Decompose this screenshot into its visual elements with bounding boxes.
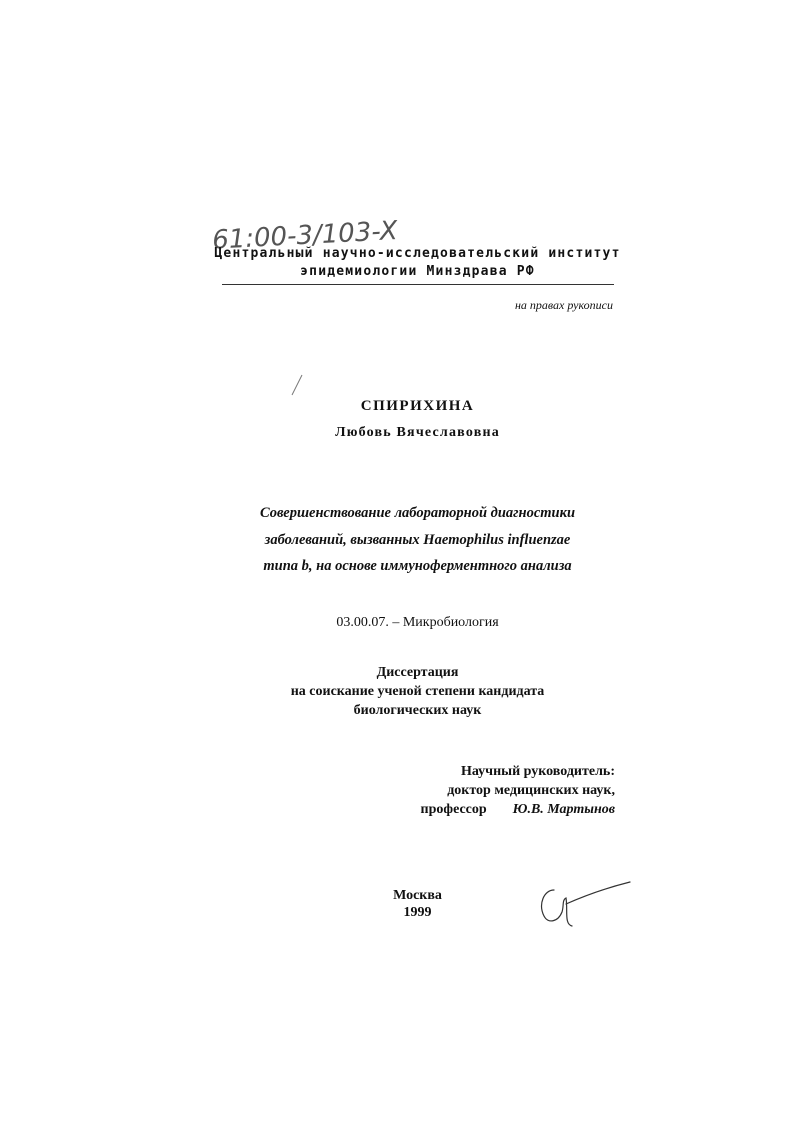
advisor-label: Научный руководитель:	[461, 764, 615, 779]
thesis-title-type-letter: b	[301, 558, 309, 574]
institute-name-line1: Центральный научно-исследовательский институт	[214, 246, 621, 261]
thesis-title-line3-end: , на основе иммуноферментного анализа	[308, 558, 572, 574]
stray-pen-mark	[290, 374, 304, 396]
header-divider	[222, 284, 614, 285]
thesis-title-line2-text: заболеваний, вызванных	[264, 532, 424, 548]
author-given-names: Любовь Вячеславовна	[335, 425, 500, 440]
thesis-title-line3	[0, 558, 795, 575]
dissertation-label: Диссертация	[376, 665, 459, 680]
handwritten-signature	[532, 880, 632, 930]
publication-year: 1999	[403, 905, 432, 920]
specialty-code: 03.00.07. – Микробиология	[336, 615, 499, 630]
advisor-degree: доктор медицинских наук,	[447, 783, 615, 798]
advisor-title-row	[421, 800, 615, 819]
advisor-title: профессор	[420, 802, 487, 817]
advisor-name: Ю.В. Мартынов	[512, 802, 615, 817]
scientific-advisor-block	[421, 762, 615, 819]
thesis-title-line2	[0, 532, 795, 549]
degree-purpose-line: на соискание ученой степени кандидата	[290, 684, 545, 699]
svg-text:61:00-3/103-X: 61:00-3/103-X	[211, 216, 399, 254]
author-surname: СПИРИХИНА	[360, 398, 475, 414]
publication-city: Москва	[393, 888, 442, 903]
degree-field-line: биологических наук	[353, 703, 482, 718]
institute-name-line2: эпидемиологии Минздрава РФ	[300, 264, 535, 279]
thesis-title-line3-start: типа	[263, 558, 302, 574]
manuscript-rights-note: на правах рукописи	[514, 298, 613, 312]
thesis-title-organism: Haemophilus influenzae	[423, 532, 571, 548]
thesis-title-line1: Совершенствование лабораторной диагностики	[259, 505, 576, 521]
